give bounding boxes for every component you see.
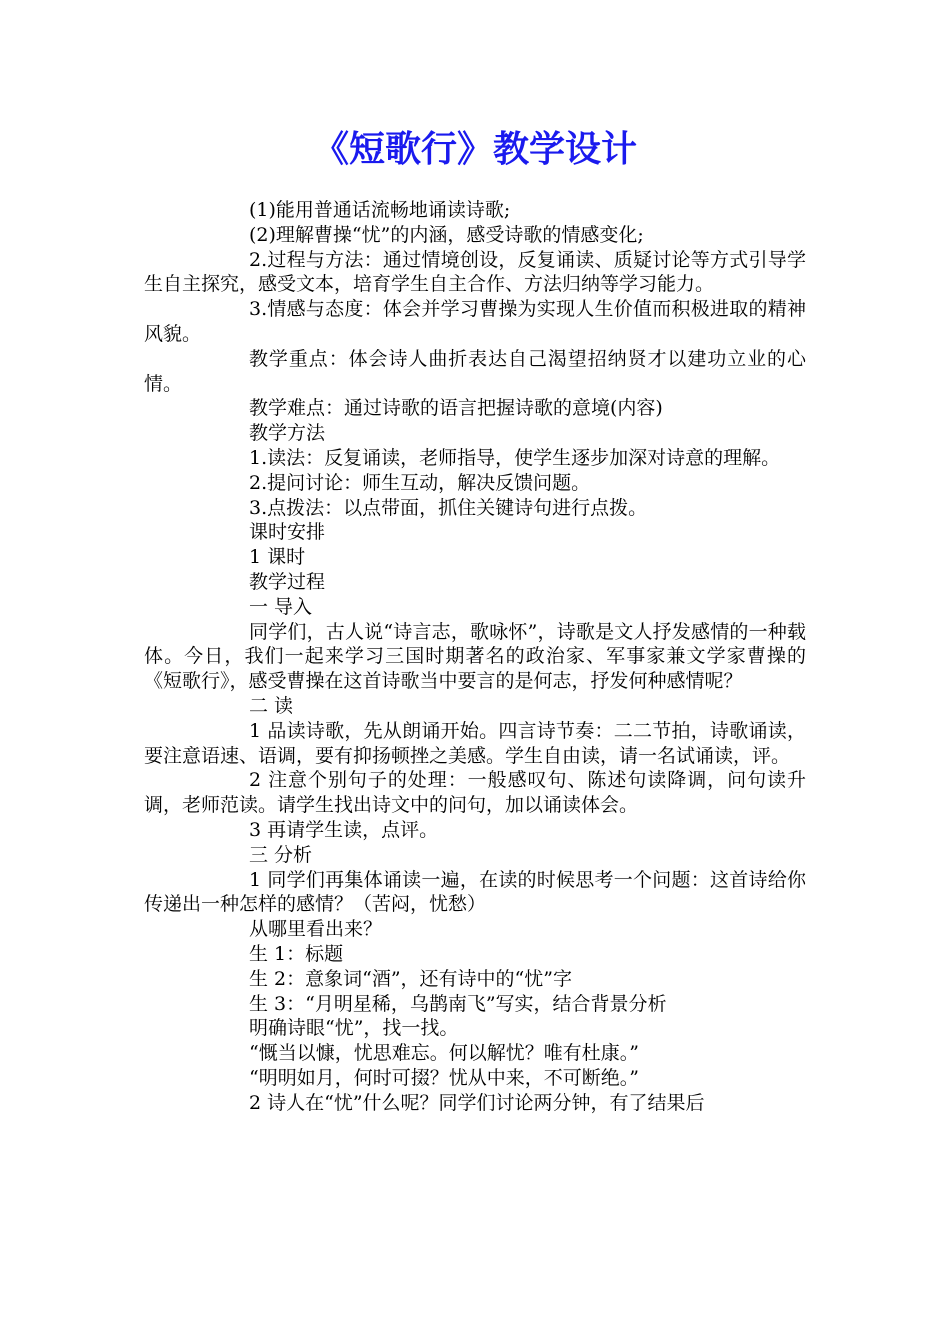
- heading-section-analysis: 三 分析: [249, 843, 313, 866]
- paragraph-reading-1: 1 品读诗歌，先从朗诵开始。四言诗节奏：二二节拍，诗歌诵读，要注意语速、语调，要有抑扬顿挫之美感。学生自由读，请一名试诵读，评。: [144, 719, 806, 767]
- heading-section-reading: 二 读: [249, 694, 294, 717]
- paragraph-student-3: 生 3：“月明星稀，乌鹊南飞”写实，结合背景分析: [249, 992, 667, 1015]
- paragraph-quote-2: “明明如月，何时可掇？忧从中来，不可断绝。”: [249, 1066, 639, 1089]
- paragraph-method-reading: 1.读法：反复诵读，老师指导，使学生逐步加深对诗意的理解。: [249, 446, 781, 469]
- paragraph-emotion-attitude: 3.情感与态度：体会并学习曹操为实现人生价值而积极进取的精神风貌。: [144, 298, 806, 345]
- paragraph-lesson-count: 1 课时: [249, 546, 306, 569]
- paragraph-analysis-1: 1 同学们再集体诵读一遍，在读的时候思考一个问题：这首诗给你传递出一种怎样的感情？（苦闷，忧愁）: [144, 868, 806, 916]
- paragraph-quote-1: “慨当以慷，忧思难忘。何以解忧？唯有杜康。”: [249, 1042, 639, 1065]
- paragraph-reading-2: 2 注意个别句子的处理：一般感叹句、陈述句读降调，问句读升调，老师范读。请学生找出诗文中的问句，加以诵读体会。: [144, 769, 806, 817]
- paragraph-teaching-difficulty: 教学难点：通过诗歌的语言把握诗歌的意境(内容): [249, 397, 663, 420]
- paragraph-method-discussion: 2.提问讨论：师生互动，解决反馈问题。: [249, 471, 591, 494]
- paragraph-poem-eye: 明确诗眼“忧”，找一找。: [249, 1017, 459, 1040]
- heading-teaching-process: 教学过程: [249, 570, 326, 593]
- paragraph-objective-1: (1)能用普通话流畅地诵读诗歌;: [249, 199, 511, 221]
- document-title: 《短歌行》教学设计: [312, 129, 637, 170]
- paragraph-objective-2: (2)理解曹操“忧”的内涵，感受诗歌的情感变化;: [249, 223, 644, 246]
- heading-teaching-methods: 教学方法: [249, 422, 326, 445]
- paragraph-teaching-focus: 教学重点：体会诗人曲折表达自己渴望招纳贤才以建功立业的心情。: [144, 347, 806, 395]
- heading-schedule: 课时安排: [249, 521, 326, 544]
- paragraph-intro: 同学们，古人说“诗言志，歌咏怀”，诗歌是文人抒发感情的一种载体。今日，我们一起来学习三国时期著名的政治家、军事家兼文学家曹操的《短歌行》，感受曹操在这首诗歌当中要言的是何志，抒发何种感情呢？: [144, 620, 806, 693]
- paragraph-reading-3: 3 再请学生读，点评。: [249, 818, 439, 841]
- heading-section-intro: 一 导入: [249, 595, 313, 618]
- document-body: [144, 198, 806, 1115]
- paragraph-analysis-2: 2 诗人在“忧”什么呢？同学们讨论两分钟，有了结果后: [249, 1091, 705, 1114]
- paragraph-analysis-question: 从哪里看出来？: [249, 918, 383, 941]
- paragraph-student-2: 生 2：意象词“酒”，还有诗中的“忧”字: [249, 967, 572, 990]
- paragraph-method-guidance: 3.点拨法：以点带面，抓住关键诗句进行点拨。: [249, 496, 648, 519]
- paragraph-process-method: 2.过程与方法：通过情境创设，反复诵读、质疑讨论等方式引导学生自主探究，感受文本，培育学生自主合作、方法归纳等学习能力。: [144, 248, 806, 296]
- paragraph-student-1: 生 1：标题: [249, 942, 344, 965]
